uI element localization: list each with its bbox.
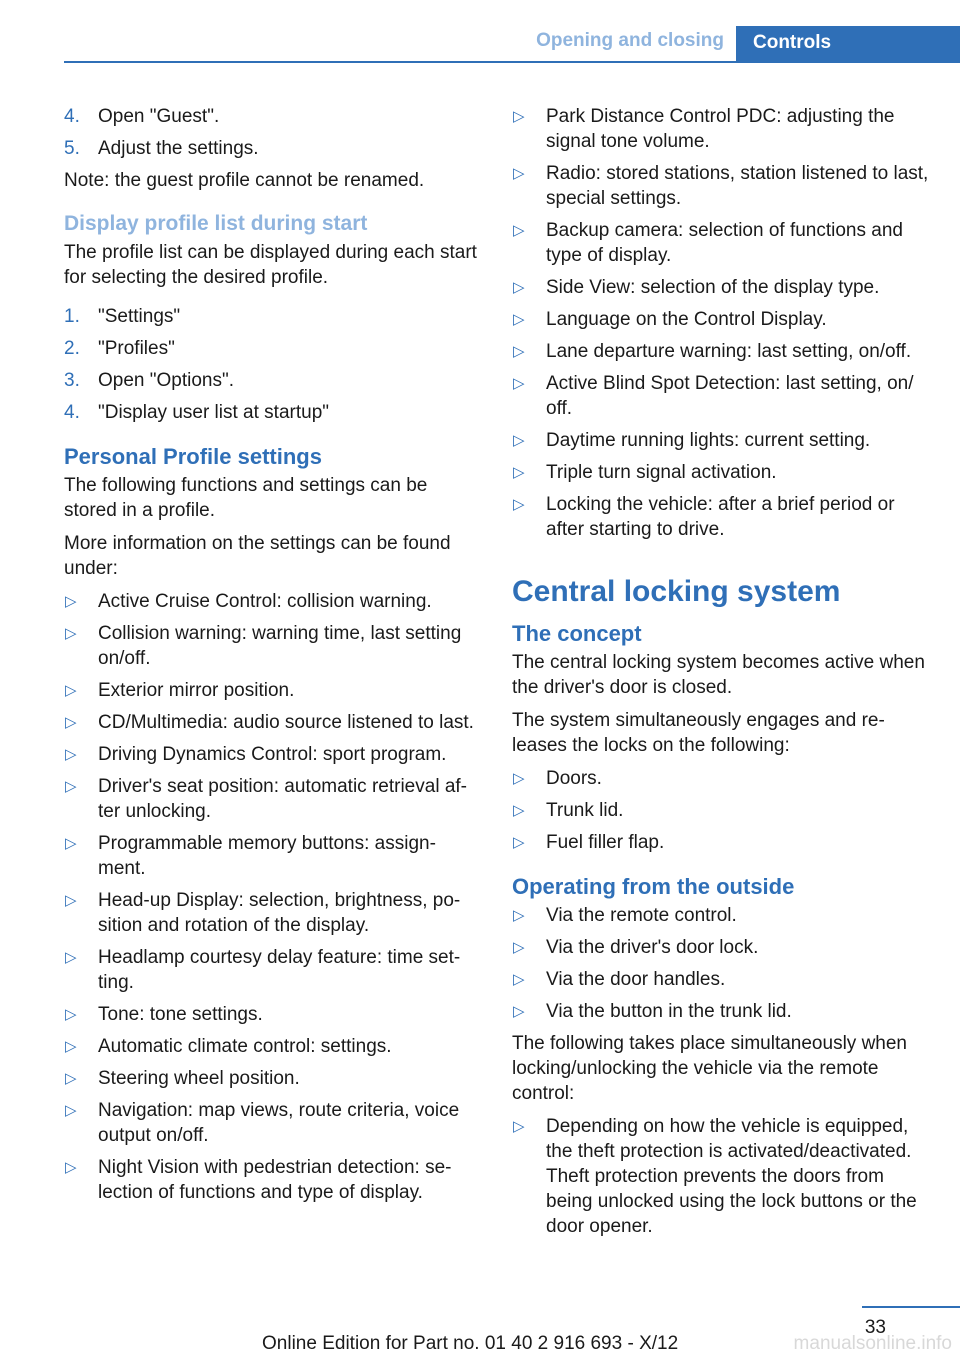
list-item: ▷ Depending on how the vehicle is equipped, the theft protection is activated/deactivated. Theft protection prevents the doors from being unlocked using the lock buttons or the door opener. [513,1116,917,1237]
bullet-list-profile-settings [64,589,484,1205]
list-item: ▷ Doors. [513,768,602,789]
bullet-triangle-icon: ▷ [65,593,77,610]
bullet-triangle-icon: ▷ [513,802,525,819]
list-item: ▷ Head-up Display: selection, brightness, po‐ sition and rotation of the display. [65,890,461,936]
bullet-triangle-icon: ▷ [65,1159,77,1176]
bullet-triangle-icon: ▷ [513,165,525,182]
list-item: ▷ Radio: stored stations, station listened to last, special settings. [513,163,929,209]
bullet-triangle-icon: ▷ [513,770,525,787]
heading-personal-profile-settings: Personal Profile settings [64,444,322,469]
list-item: ▷ Park Distance Control PDC: adjusting the signal tone volume. [513,106,895,152]
list-item: ▷ Collision warning: warning time, last setting on/off. [65,623,462,669]
list-item: ▷ Headlamp courtesy delay feature: time set‐ ting. [65,947,461,993]
bullet-triangle-icon: ▷ [513,939,525,956]
list-item: ▷ Language on the Control Display. [513,309,827,330]
list-item: ▷ Locking the vehicle: after a brief period or after starting to drive. [513,494,895,540]
watermark-text: manualsonline.info [793,1333,952,1354]
bullet-triangle-icon: ▷ [513,834,525,851]
bullet-triangle-icon: ▷ [65,892,77,909]
page-number: 33 [864,1317,886,1338]
paragraph: More information on the settings can be found under: [64,533,451,579]
heading-central-locking-system: Central locking system [512,575,841,608]
list-item: 4. Open "Guest". [64,106,220,127]
edition-footer: Online Edition for Part no. 01 40 2 916 693 - X/12 [262,1333,679,1354]
page-header [0,26,960,62]
list-item: ▷ CD/Multimedia: audio source listened to last. [65,712,474,733]
list-item: ▷ Automatic climate control: settings. [65,1036,392,1057]
list-item: ▷ Via the remote control. [513,905,737,926]
list-item: ▷ Tone: tone settings. [65,1004,263,1025]
list-item: ▷ Triple turn signal activation. [513,462,777,483]
bullet-triangle-icon: ▷ [513,907,525,924]
bullet-triangle-icon: ▷ [65,746,77,763]
bullet-triangle-icon: ▷ [65,625,77,642]
bullet-triangle-icon: ▷ [513,279,525,296]
bullet-triangle-icon: ▷ [513,311,525,328]
bullet-triangle-icon: ▷ [513,1118,525,1135]
right-column [512,104,934,1246]
bullet-triangle-icon: ▷ [513,222,525,239]
note-text: Note: the guest profile cannot be renamed. [64,170,425,191]
list-item: ▷ Lane departure warning: last setting, on/off. [513,341,912,362]
left-column [64,104,484,1212]
bullet-list-locks [512,766,934,855]
list-item: 5. Adjust the settings. [64,138,259,159]
list-item: ▷ Via the driver's door lock. [513,937,759,958]
list-item: ▷ Driving Dynamics Control: sport program. [65,744,447,765]
list-item: ▷ Active Cruise Control: collision warning. [65,591,432,612]
bullet-triangle-icon: ▷ [513,464,525,481]
bullet-triangle-icon: ▷ [65,1006,77,1023]
list-item: ▷ Fuel filler flap. [513,832,665,853]
list-item: ▷ Exterior mirror position. [65,680,295,701]
list-item: ▷ Night Vision with pedestrian detection: se‐ lection of functions and type of display. [65,1157,452,1203]
paragraph: The following takes place simultaneously when locking/unlocking the vehicle via the remote control: [512,1033,907,1104]
numbered-list-display [64,304,484,425]
bullet-triangle-icon: ▷ [65,682,77,699]
bullet-triangle-icon: ▷ [65,949,77,966]
header-chapter-tab: Controls [736,26,960,62]
list-item: ▷ Daytime running lights: current setting. [513,430,871,451]
bullet-list-outside [512,903,934,1024]
list-item: ▷ Driver's seat position: automatic retrieval af‐ ter unlocking. [65,776,467,822]
list-item: ▷ Trunk lid. [513,800,624,821]
header-section-title: Opening and closing [536,30,724,51]
list-item: 1. "Settings" [64,306,181,327]
list-item: ▷ Side View: selection of the display type. [513,277,880,298]
footer-rule [862,1306,960,1308]
bullet-triangle-icon: ▷ [513,1003,525,1020]
bullet-triangle-icon: ▷ [513,496,525,513]
list-item: ▷ Steering wheel position. [65,1068,300,1089]
bullet-triangle-icon: ▷ [65,778,77,795]
bullet-triangle-icon: ▷ [65,835,77,852]
list-item: ▷ Backup camera: selection of functions and type of display. [513,220,903,266]
list-item: ▷ Navigation: map views, route criteria, voice output on/off. [65,1100,460,1146]
list-item: 4. "Display user list at startup" [64,402,330,423]
paragraph: The profile list can be displayed during each start for selecting the desired profile. [64,242,477,288]
heading-the-concept: The concept [512,621,642,646]
paragraph: The following functions and settings can be stored in a profile. [64,475,428,521]
bullet-triangle-icon: ▷ [65,714,77,731]
bullet-triangle-icon: ▷ [65,1038,77,1055]
list-item: ▷ Programmable memory buttons: assign‐ ment. [65,833,436,879]
bullet-list-remote [512,1114,934,1239]
bullet-triangle-icon: ▷ [513,971,525,988]
bullet-triangle-icon: ▷ [513,432,525,449]
header-rule [64,61,960,63]
paragraph: The system simultaneously engages and re‐ leases the locks on the following: [512,710,885,756]
heading-operating-from-outside: Operating from the outside [512,874,795,899]
list-item: 3. Open "Options". [64,370,235,391]
bullet-triangle-icon: ▷ [65,1102,77,1119]
heading-display-profile-list: Display profile list during start [64,212,368,235]
list-item: ▷ Via the door handles. [513,969,726,990]
list-item: ▷ Via the button in the trunk lid. [513,1001,792,1022]
bullet-triangle-icon: ▷ [65,1070,77,1087]
bullet-triangle-icon: ▷ [513,375,525,392]
list-item: 2. "Profiles" [64,338,175,359]
bullet-triangle-icon: ▷ [513,108,525,125]
bullet-list-profile-settings-continued [512,104,934,542]
paragraph: The central locking system becomes active when the driver's door is closed. [512,652,925,698]
list-item: ▷ Active Blind Spot Detection: last setting, on/ off. [513,373,914,419]
bullet-triangle-icon: ▷ [513,343,525,360]
numbered-list-guest [64,104,484,161]
